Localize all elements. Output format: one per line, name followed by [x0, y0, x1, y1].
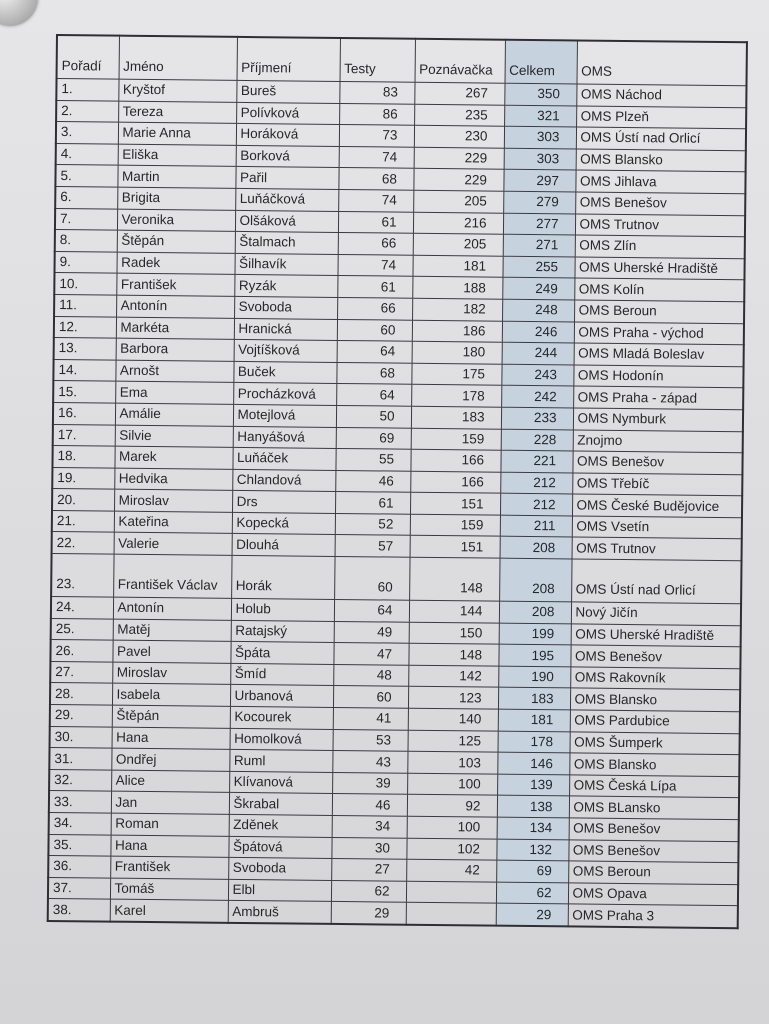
- cell-first-name: Štěpán: [112, 705, 230, 728]
- cell-tests: 60: [333, 686, 408, 708]
- cell-tests: 41: [333, 707, 408, 729]
- header-poznavacka: Poznávačka: [415, 39, 505, 83]
- cell-rank: 24.: [51, 597, 113, 619]
- cell-first-name: Markéta: [116, 317, 234, 340]
- cell-rank: 10.: [54, 273, 116, 295]
- cell-poznavacka: [406, 881, 496, 904]
- cell-poznavacka: 188: [412, 277, 502, 300]
- cell-total: 62: [496, 882, 568, 904]
- cell-last-name: Horák: [231, 555, 334, 599]
- cell-total: 277: [503, 213, 575, 235]
- cell-last-name: Horáková: [236, 124, 339, 147]
- cell-last-name: Borková: [236, 145, 339, 168]
- cell-first-name: Ema: [115, 381, 233, 404]
- cell-rank: 33.: [49, 791, 111, 813]
- cell-total: 183: [498, 688, 570, 710]
- cell-rank: 28.: [50, 683, 112, 705]
- cell-rank: 31.: [49, 748, 111, 770]
- cell-total: 69: [496, 860, 568, 882]
- cell-last-name: Luňáček: [232, 447, 335, 470]
- header-tests: Testy: [340, 38, 415, 82]
- cell-total: 246: [502, 321, 574, 343]
- cell-last-name: Dlouhá: [232, 534, 335, 557]
- table-body: [48, 79, 747, 929]
- cell-total: 221: [500, 450, 572, 472]
- header-last-name: Příjmení: [237, 37, 340, 82]
- cell-tests: 74: [339, 146, 414, 168]
- cell-oms: OMS Opava: [568, 883, 738, 906]
- cell-oms: OMS Praha - západ: [573, 386, 743, 409]
- cell-total: 208: [499, 601, 571, 623]
- cell-oms: OMS Praha 3: [568, 904, 738, 928]
- cell-oms: OMS Beroun: [574, 300, 744, 323]
- cell-tests: 46: [332, 794, 407, 816]
- cell-tests: 61: [338, 211, 413, 233]
- cell-first-name: Hana: [110, 835, 228, 858]
- cell-rank: 35.: [48, 834, 110, 856]
- cell-poznavacka: 144: [409, 600, 499, 623]
- cell-rank: 30.: [50, 726, 112, 748]
- cell-first-name: Barbora: [116, 338, 234, 361]
- cell-rank: 26.: [50, 640, 112, 662]
- cell-poznavacka: 166: [410, 471, 500, 494]
- cell-poznavacka: 178: [411, 385, 501, 408]
- cell-poznavacka: 205: [413, 190, 503, 213]
- cell-total: 244: [502, 342, 574, 364]
- cell-tests: 66: [338, 233, 413, 255]
- cell-poznavacka: 100: [407, 773, 497, 796]
- cell-first-name: Martin: [117, 166, 235, 189]
- cell-first-name: Alice: [111, 770, 229, 793]
- cell-total: 255: [502, 256, 574, 278]
- cell-tests: 53: [333, 729, 408, 751]
- cell-rank: 11.: [54, 294, 116, 316]
- cell-poznavacka: 229: [413, 169, 503, 192]
- results-table: [47, 34, 748, 929]
- cell-total: 181: [498, 709, 570, 731]
- cell-first-name: Tereza: [118, 101, 236, 124]
- cell-last-name: Hanyášová: [233, 426, 336, 449]
- cell-poznavacka: 100: [407, 816, 497, 839]
- cell-oms: OMS BLansko: [569, 796, 739, 819]
- cell-tests: 83: [339, 81, 414, 103]
- cell-first-name: Kateřina: [114, 511, 232, 534]
- cell-total: 29: [496, 904, 568, 927]
- cell-poznavacka: 205: [413, 233, 503, 256]
- cell-poznavacka: 166: [410, 449, 500, 472]
- cell-tests: 68: [338, 168, 413, 190]
- cell-first-name: Arnošt: [115, 360, 233, 383]
- cell-oms: OMS Uherské Hradiště: [571, 624, 741, 647]
- cell-first-name: Silvie: [115, 425, 233, 448]
- cell-first-name: Radek: [116, 252, 234, 275]
- cell-total: 195: [498, 644, 570, 666]
- cell-tests: 61: [337, 276, 412, 298]
- cell-rank: 38.: [48, 899, 110, 922]
- cell-rank: 9.: [54, 251, 116, 273]
- cell-last-name: Motejlová: [233, 404, 336, 427]
- cell-poznavacka: 142: [408, 665, 498, 688]
- cell-tests: 73: [339, 125, 414, 147]
- cell-rank: 14.: [53, 359, 115, 381]
- cell-total: 199: [499, 623, 571, 645]
- cell-tests: 47: [333, 643, 408, 665]
- cell-rank: 37.: [48, 877, 110, 899]
- cell-rank: 34.: [49, 812, 111, 834]
- cell-last-name: Svoboda: [234, 296, 337, 319]
- cell-poznavacka: 150: [409, 622, 499, 645]
- cell-first-name: Marie Anna: [118, 122, 236, 145]
- cell-poznavacka: 216: [413, 212, 503, 235]
- cell-total: 208: [500, 537, 572, 559]
- header-row: [57, 35, 747, 86]
- cell-tests: 69: [336, 427, 411, 449]
- cell-first-name: Kryštof: [118, 79, 236, 102]
- cell-last-name: Pařil: [235, 167, 338, 190]
- results-table-wrap: [47, 34, 746, 929]
- cell-oms: OMS Rakovník: [570, 667, 740, 690]
- cell-first-name: Valerie: [114, 533, 232, 556]
- cell-tests: 29: [331, 902, 406, 925]
- cell-rank: 23.: [51, 554, 113, 598]
- cell-oms: OMS Blansko: [569, 753, 739, 776]
- cell-total: 134: [497, 817, 569, 839]
- cell-poznavacka: 159: [411, 428, 501, 451]
- cell-first-name: Miroslav: [112, 662, 230, 685]
- cell-poznavacka: 175: [411, 363, 501, 386]
- cell-total: 233: [501, 407, 573, 429]
- cell-poznavacka: 125: [408, 730, 498, 753]
- cell-poznavacka: 42: [406, 859, 496, 882]
- cell-poznavacka: 102: [406, 838, 496, 861]
- cell-first-name: Veronika: [117, 209, 235, 232]
- cell-oms: OMS Benešov: [575, 192, 745, 215]
- cell-total: 271: [503, 234, 575, 256]
- cell-last-name: Bureš: [236, 80, 339, 103]
- cell-rank: 29.: [50, 705, 112, 727]
- cell-rank: 19.: [52, 467, 114, 489]
- cell-rank: 8.: [55, 230, 117, 252]
- cell-tests: 68: [336, 362, 411, 384]
- cell-total: 211: [500, 515, 572, 537]
- cell-poznavacka: 140: [408, 708, 498, 731]
- cell-first-name: František Václav: [113, 554, 231, 598]
- cell-tests: 30: [331, 837, 406, 859]
- header-oms: OMS: [577, 40, 747, 85]
- cell-oms: OMS Uherské Hradiště: [574, 257, 744, 280]
- cell-total: 350: [504, 83, 576, 105]
- cell-total: 138: [497, 796, 569, 818]
- cell-last-name: Hranická: [234, 318, 337, 341]
- cell-oms: OMS Beroun: [568, 861, 738, 884]
- cell-poznavacka: 181: [412, 255, 502, 278]
- cell-last-name: Ryzák: [234, 275, 337, 298]
- cell-last-name: Holub: [231, 598, 334, 621]
- cell-tests: 50: [336, 405, 411, 427]
- punch-hole: [0, 0, 38, 26]
- cell-last-name: Drs: [232, 491, 335, 514]
- cell-oms: OMS Ústí nad Orlicí: [571, 559, 741, 604]
- cell-last-name: Ruml: [229, 750, 332, 773]
- cell-first-name: Roman: [111, 813, 229, 836]
- cell-last-name: Svoboda: [228, 858, 331, 881]
- header-rank: Pořadí: [57, 35, 119, 79]
- cell-total: 212: [500, 493, 572, 515]
- cell-first-name: Hedvika: [114, 468, 232, 491]
- cell-poznavacka: 148: [408, 643, 498, 666]
- cell-tests: 64: [336, 384, 411, 406]
- cell-tests: 60: [337, 319, 412, 341]
- cell-poznavacka: [406, 903, 496, 926]
- cell-first-name: Jan: [111, 792, 229, 815]
- cell-last-name: Kopecká: [232, 512, 335, 535]
- cell-oms: OMS Jihlava: [575, 170, 745, 193]
- cell-last-name: Špáta: [230, 642, 333, 665]
- cell-oms: OMS Benešov: [570, 645, 740, 668]
- cell-total: 190: [498, 666, 570, 688]
- cell-rank: 15.: [53, 381, 115, 403]
- cell-poznavacka: 123: [408, 687, 498, 710]
- cell-poznavacka: 103: [407, 751, 497, 774]
- cell-first-name: Ondřej: [111, 748, 229, 771]
- cell-last-name: Chlandová: [232, 469, 335, 492]
- cell-first-name: Tomáš: [110, 878, 228, 901]
- cell-tests: 57: [335, 535, 410, 557]
- cell-oms: OMS Benešov: [572, 451, 742, 474]
- cell-first-name: Antonín: [116, 295, 234, 318]
- cell-rank: 16.: [53, 402, 115, 424]
- cell-oms: OMS Plzeň: [576, 106, 746, 129]
- cell-tests: 46: [335, 470, 410, 492]
- cell-rank: 4.: [56, 143, 118, 165]
- cell-first-name: František: [110, 856, 228, 879]
- cell-last-name: Zděnek: [229, 814, 332, 837]
- cell-oms: OMS Mladá Boleslav: [574, 343, 744, 366]
- cell-rank: 21.: [52, 510, 114, 532]
- cell-total: 212: [500, 472, 572, 494]
- cell-tests: 61: [335, 492, 410, 514]
- cell-last-name: Ratajský: [231, 620, 334, 643]
- cell-total: 248: [502, 299, 574, 321]
- cell-total: 178: [498, 731, 570, 753]
- cell-last-name: Elbl: [228, 879, 331, 902]
- cell-total: 243: [501, 364, 573, 386]
- cell-first-name: František: [116, 273, 234, 296]
- cell-rank: 20.: [52, 489, 114, 511]
- cell-oms: OMS Trutnov: [575, 214, 745, 237]
- cell-oms: OMS Hodonín: [573, 365, 743, 388]
- cell-tests: 34: [332, 815, 407, 837]
- cell-tests: 74: [338, 189, 413, 211]
- cell-oms: Znojmo: [573, 429, 743, 452]
- cell-last-name: Šmíd: [230, 663, 333, 686]
- cell-oms: OMS Blansko: [570, 688, 740, 711]
- cell-total: 132: [496, 839, 568, 861]
- cell-tests: 55: [335, 449, 410, 471]
- cell-first-name: Brigita: [117, 187, 235, 210]
- cell-oms: Nový Jičín: [571, 602, 741, 625]
- cell-first-name: Hana: [112, 727, 230, 750]
- cell-total: 242: [501, 385, 573, 407]
- cell-oms: OMS Trutnov: [572, 537, 742, 560]
- cell-first-name: Antonín: [113, 597, 231, 620]
- cell-oms: OMS Zlín: [575, 235, 745, 258]
- cell-last-name: Štalmach: [235, 232, 338, 255]
- cell-last-name: Homolková: [230, 728, 333, 751]
- cell-last-name: Polívková: [236, 102, 339, 125]
- cell-first-name: Pavel: [112, 640, 230, 663]
- cell-total: 146: [497, 752, 569, 774]
- cell-total: 208: [499, 558, 571, 602]
- cell-poznavacka: 92: [407, 795, 497, 818]
- cell-tests: 74: [337, 254, 412, 276]
- cell-rank: 27.: [50, 661, 112, 683]
- cell-poznavacka: 230: [414, 125, 504, 148]
- cell-last-name: Škrabal: [229, 793, 332, 816]
- cell-rank: 36.: [48, 856, 110, 878]
- cell-rank: 13.: [54, 338, 116, 360]
- cell-tests: 64: [337, 341, 412, 363]
- cell-oms: OMS Nymburk: [573, 408, 743, 431]
- cell-total: 249: [502, 278, 574, 300]
- cell-oms: OMS České Budějovice: [572, 494, 742, 517]
- cell-tests: 27: [331, 859, 406, 881]
- cell-last-name: Vojtíšková: [234, 340, 337, 363]
- cell-tests: 52: [335, 513, 410, 535]
- header-first-name: Jméno: [119, 36, 237, 81]
- cell-poznavacka: 182: [412, 298, 502, 321]
- cell-rank: 7.: [55, 208, 117, 230]
- cell-oms: OMS Benešov: [569, 818, 739, 841]
- cell-first-name: Karel: [110, 899, 228, 922]
- table-row: [51, 554, 741, 604]
- cell-last-name: Ambruš: [228, 901, 331, 924]
- cell-tests: 60: [334, 557, 409, 601]
- cell-last-name: Kocourek: [230, 706, 333, 729]
- cell-poznavacka: 186: [412, 320, 502, 343]
- cell-tests: 86: [339, 103, 414, 125]
- cell-poznavacka: 151: [410, 536, 500, 559]
- cell-last-name: Buček: [233, 361, 336, 384]
- cell-rank: 22.: [52, 532, 114, 554]
- cell-tests: 66: [337, 297, 412, 319]
- cell-oms: OMS Benešov: [568, 840, 738, 863]
- cell-tests: 62: [331, 880, 406, 902]
- cell-last-name: Procházková: [233, 383, 336, 406]
- cell-first-name: Eliška: [118, 144, 236, 167]
- header-total: Celkem: [505, 40, 577, 84]
- cell-last-name: Olšáková: [235, 210, 338, 233]
- cell-oms: OMS Ústí nad Orlicí: [576, 127, 746, 150]
- cell-oms: OMS Pardubice: [570, 710, 740, 733]
- cell-rank: 6.: [55, 186, 117, 208]
- cell-total: 321: [504, 105, 576, 127]
- cell-oms: OMS Třebíč: [572, 473, 742, 496]
- cell-first-name: Amálie: [115, 403, 233, 426]
- cell-total: 139: [497, 774, 569, 796]
- cell-total: 228: [501, 429, 573, 451]
- cell-oms: OMS Vsetín: [572, 516, 742, 539]
- cell-poznavacka: 235: [414, 104, 504, 127]
- cell-oms: OMS Česká Lípa: [569, 775, 739, 798]
- cell-oms: OMS Kolín: [574, 278, 744, 301]
- cell-tests: 49: [334, 621, 409, 643]
- cell-rank: 18.: [52, 446, 114, 468]
- cell-total: 303: [504, 126, 576, 148]
- cell-rank: 32.: [49, 769, 111, 791]
- cell-rank: 17.: [53, 424, 115, 446]
- cell-rank: 2.: [56, 100, 118, 122]
- cell-first-name: Marek: [114, 446, 232, 469]
- cell-oms: OMS Náchod: [576, 84, 746, 107]
- cell-last-name: Špátová: [228, 836, 331, 859]
- cell-rank: 5.: [55, 165, 117, 187]
- cell-rank: 1.: [56, 79, 118, 101]
- cell-tests: 39: [332, 772, 407, 794]
- cell-oms: OMS Blansko: [576, 149, 746, 172]
- cell-poznavacka: 159: [410, 514, 500, 537]
- cell-last-name: Šilhavík: [234, 253, 337, 276]
- cell-rank: 25.: [51, 618, 113, 640]
- cell-first-name: Štěpán: [117, 230, 235, 253]
- cell-rank: 12.: [54, 316, 116, 338]
- cell-tests: 43: [332, 751, 407, 773]
- cell-poznavacka: 148: [409, 557, 499, 601]
- cell-last-name: Luňáčková: [235, 188, 338, 211]
- cell-oms: OMS Šumperk: [569, 732, 739, 755]
- cell-poznavacka: 267: [414, 82, 504, 105]
- cell-first-name: Miroslav: [114, 489, 232, 512]
- cell-first-name: Isabela: [112, 684, 230, 707]
- cell-total: 279: [503, 191, 575, 213]
- cell-total: 303: [504, 148, 576, 170]
- cell-rank: 3.: [56, 122, 118, 144]
- cell-first-name: Matěj: [113, 619, 231, 642]
- cell-total: 297: [503, 170, 575, 192]
- cell-last-name: Klívanová: [229, 771, 332, 794]
- cell-poznavacka: 229: [414, 147, 504, 170]
- cell-tests: 64: [334, 600, 409, 622]
- cell-oms: OMS Praha - východ: [574, 321, 744, 344]
- cell-poznavacka: 183: [411, 406, 501, 429]
- cell-last-name: Urbanová: [230, 685, 333, 708]
- cell-poznavacka: 180: [412, 341, 502, 364]
- cell-poznavacka: 151: [410, 493, 500, 516]
- cell-tests: 48: [333, 664, 408, 686]
